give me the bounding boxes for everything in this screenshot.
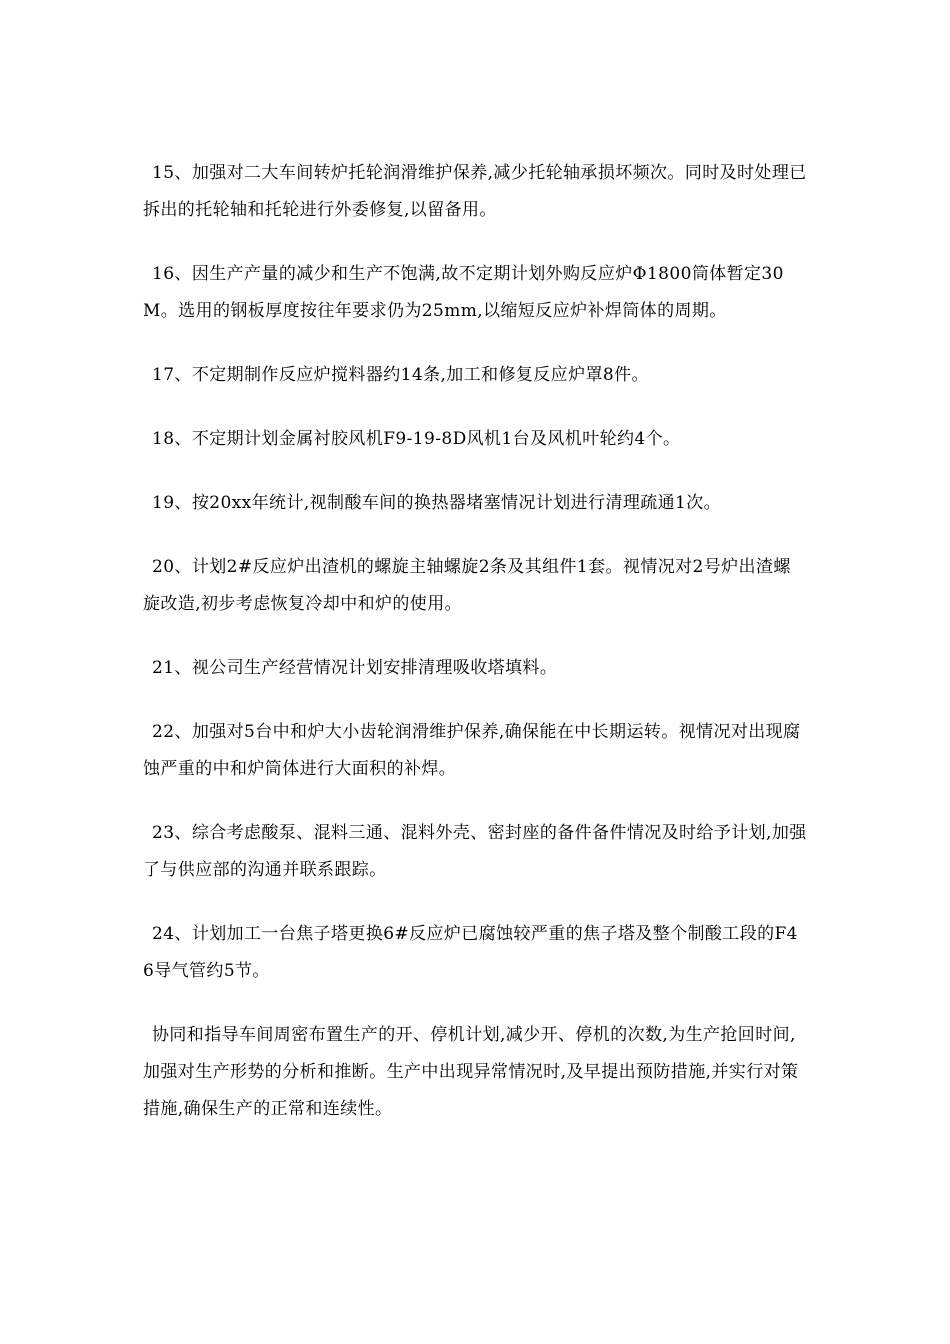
paragraph-item-24: 24、计划加工一台焦子塔更换6#反应炉已腐蚀较严重的焦子塔及整个制酸工段的F46导气管约5节。	[143, 924, 798, 981]
paragraph-item-20: 20、计划2#反应炉出渣机的螺旋主轴螺旋2条及其组件1套。视情况对2号炉出渣螺旋改造,初步考虑恢复冷却中和炉的使用。	[143, 557, 791, 614]
document-body	[143, 155, 808, 1155]
paragraph-item-23: 23、综合考虑酸泵、混料三通、混料外壳、密封座的备件备件情况及时给予计划,加强了与供应部的沟通并联系跟踪。	[143, 823, 807, 880]
paragraph-item-15: 15、加强对二大车间转炉托轮润滑维护保养,减少托轮轴承损坏频次。同时及时处理已拆出的托轮轴和托轮进行外委修复,以留备用。	[143, 163, 807, 220]
paragraph-item-17: 17、不定期制作反应炉搅料器约14条,加工和修复反应炉罩8件。	[152, 365, 649, 385]
paragraph-item-21: 21、视公司生产经营情况计划安排清理吸收塔填料。	[152, 658, 558, 678]
paragraph-item-19: 19、按20xx年统计,视制酸车间的换热器堵塞情况计划进行清理疏通1次。	[152, 493, 722, 513]
paragraph-item-22: 22、加强对5台中和炉大小齿轮润滑维护保养,确保能在中长期运转。视情况对出现腐蚀严重的中和炉筒体进行大面积的补焊。	[143, 722, 801, 779]
paragraph-item-16: 16、因生产产量的减少和生产不饱满,故不定期计划外购反应炉Φ1800筒体暂定30M。选用的钢板厚度按往年要求仍为25mm,以缩短反应炉补焊筒体的周期。	[143, 264, 784, 321]
paragraph-summary: 协同和指导车间周密布置生产的开、停机计划,减少开、停机的次数,为生产抢回时间,加强对生产形势的分析和推断。生产中出现异常情况时,及早提出预防措施,并实行对策措施,确保生产的正常和连续性。	[143, 1025, 799, 1119]
paragraph-item-18: 18、不定期计划金属衬胶风机F9-19-8D风机1台及风机叶轮约4个。	[152, 429, 681, 449]
